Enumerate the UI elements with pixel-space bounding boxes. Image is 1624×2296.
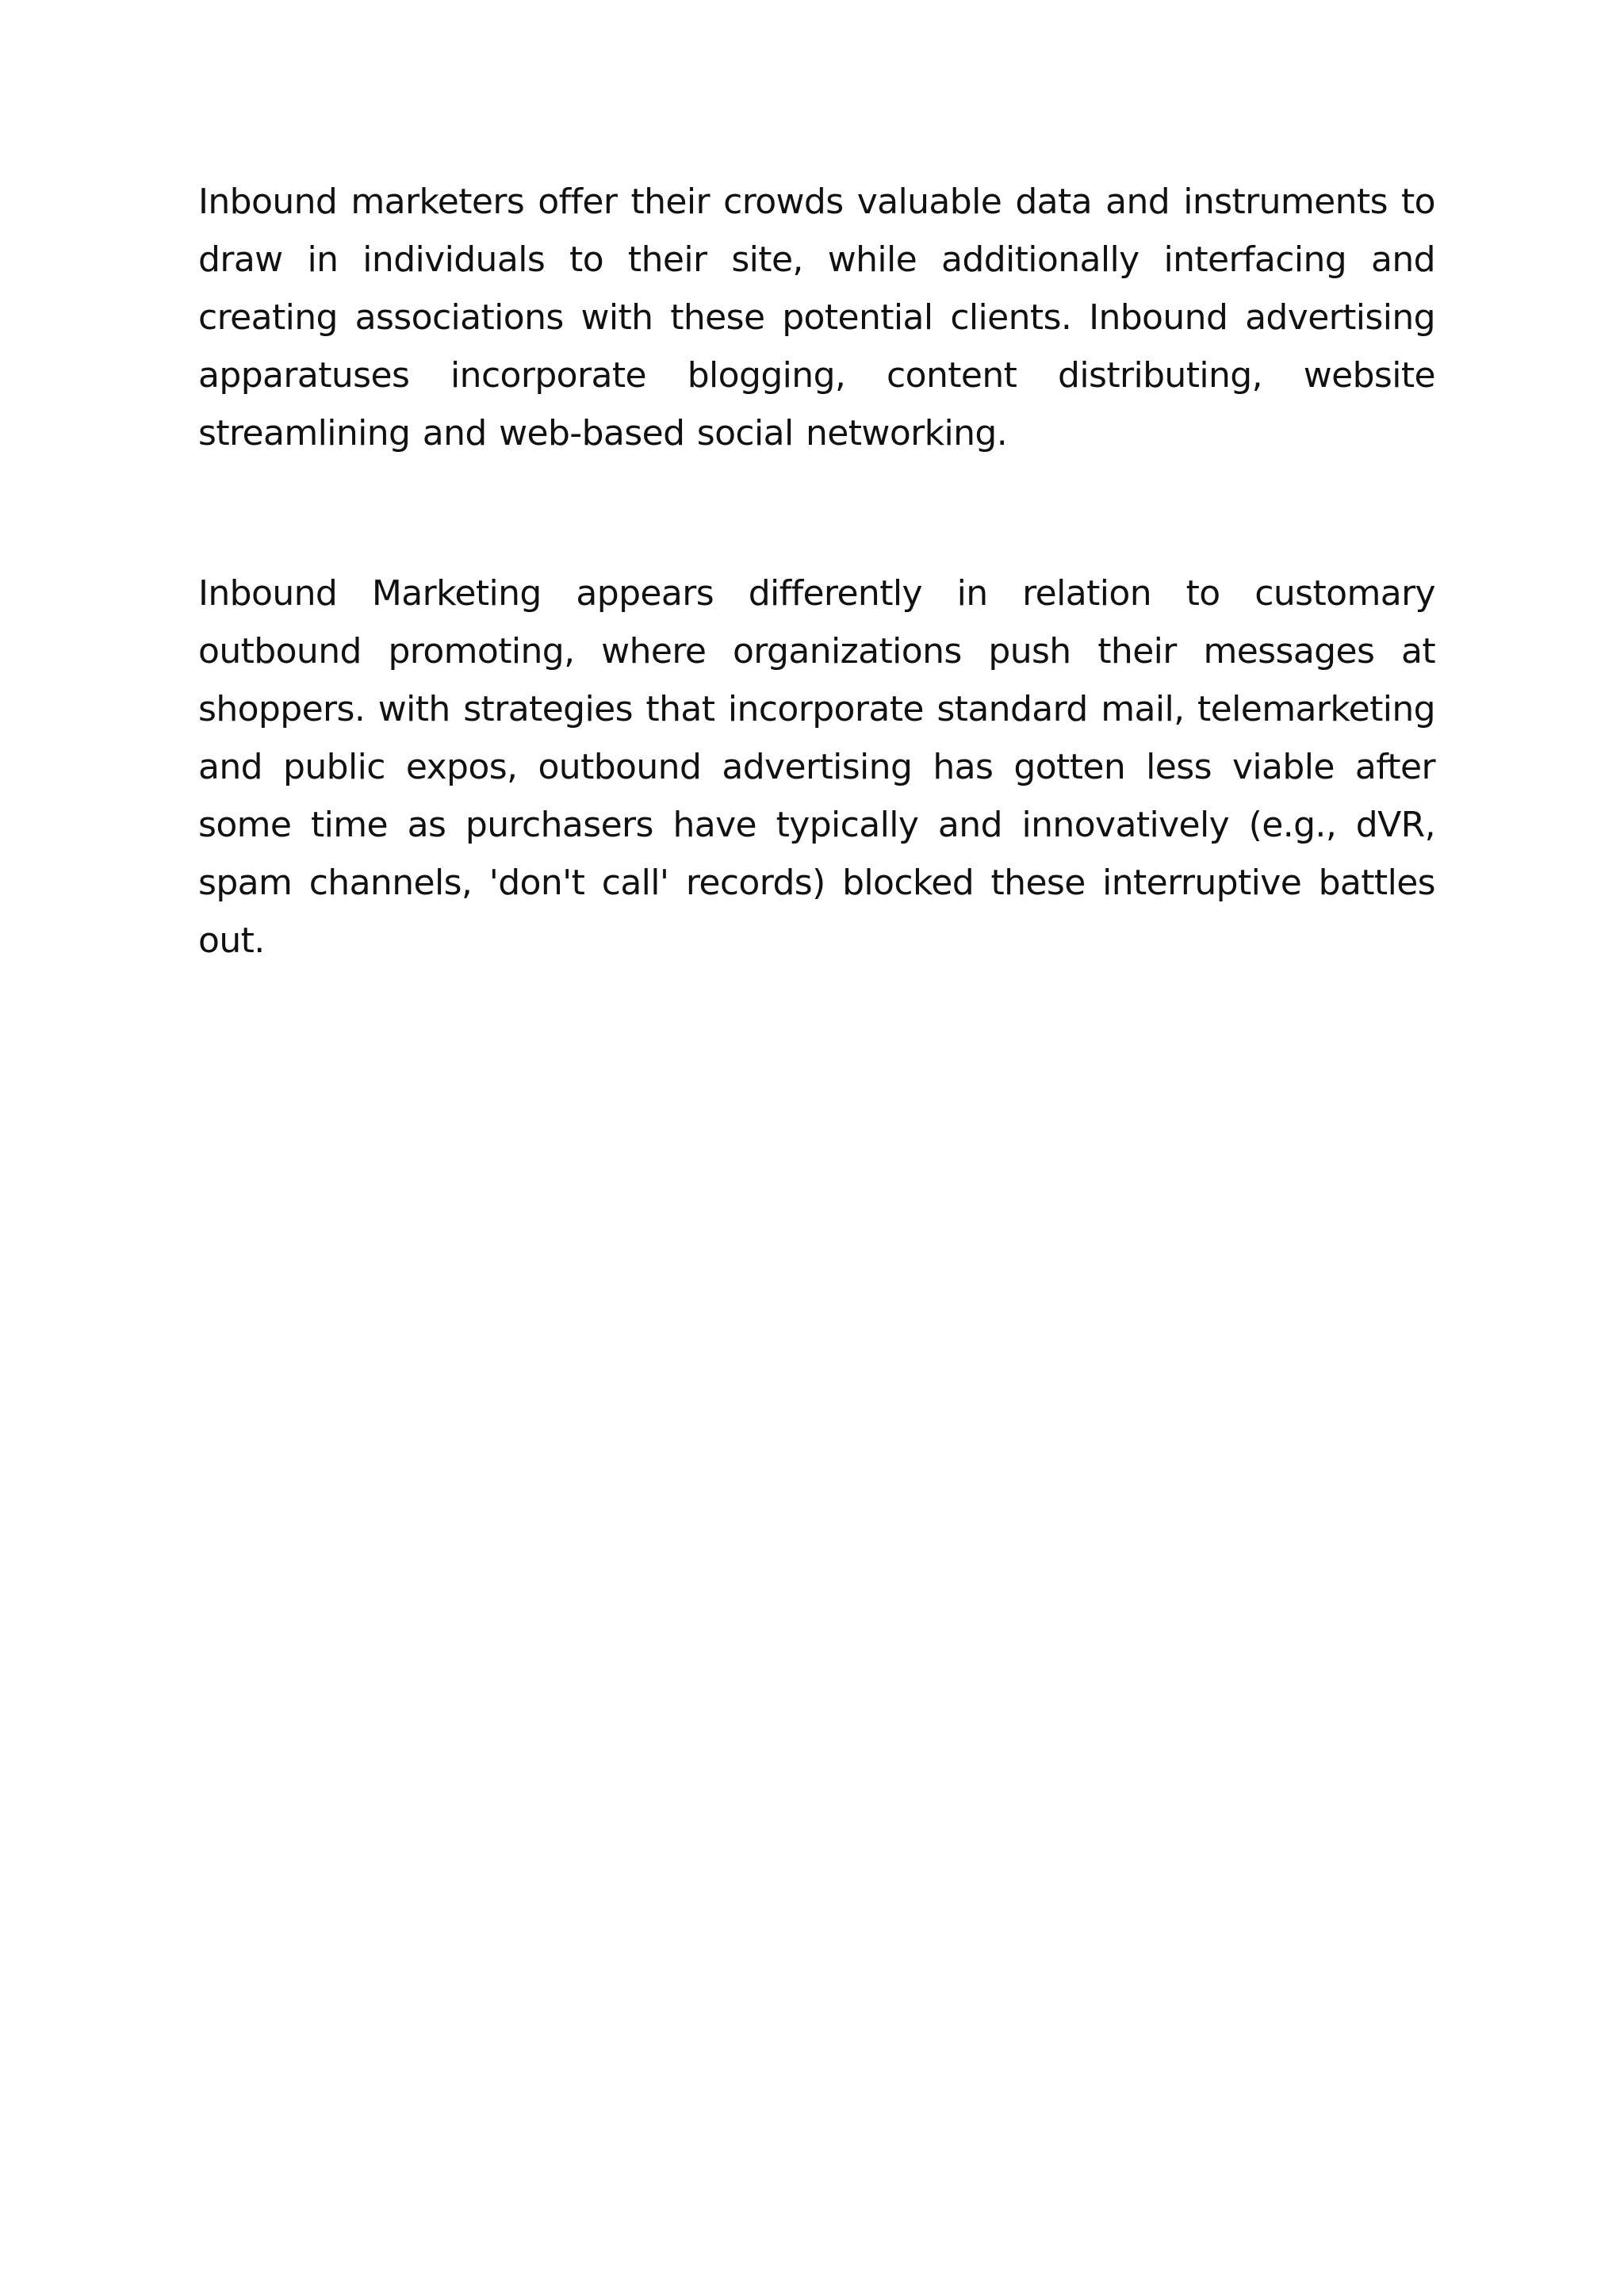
paragraph-inbound-marketers: Inbound marketers offer their crowds valuable data and instruments to draw in individuals to their site, while additionally interfacing and creating associations with these potential clients. Inbound advertising apparatuses incorporate blogging, content distributing, website streamlining and web-based social networking. bbox=[198, 182, 1435, 453]
paragraph-inbound-vs-outbound: Inbound Marketing appears differently in relation to customary outbound promoting, where organizations push their messages at shoppers. with strategies that incorporate standard mail, telemarketing and public expos, outbound advertising has gotten less viable after some time as purchasers have typically and innovatively (e.g., dVR, spam channels, 'don't call' records) blocked these interruptive battles out. bbox=[198, 573, 1435, 961]
